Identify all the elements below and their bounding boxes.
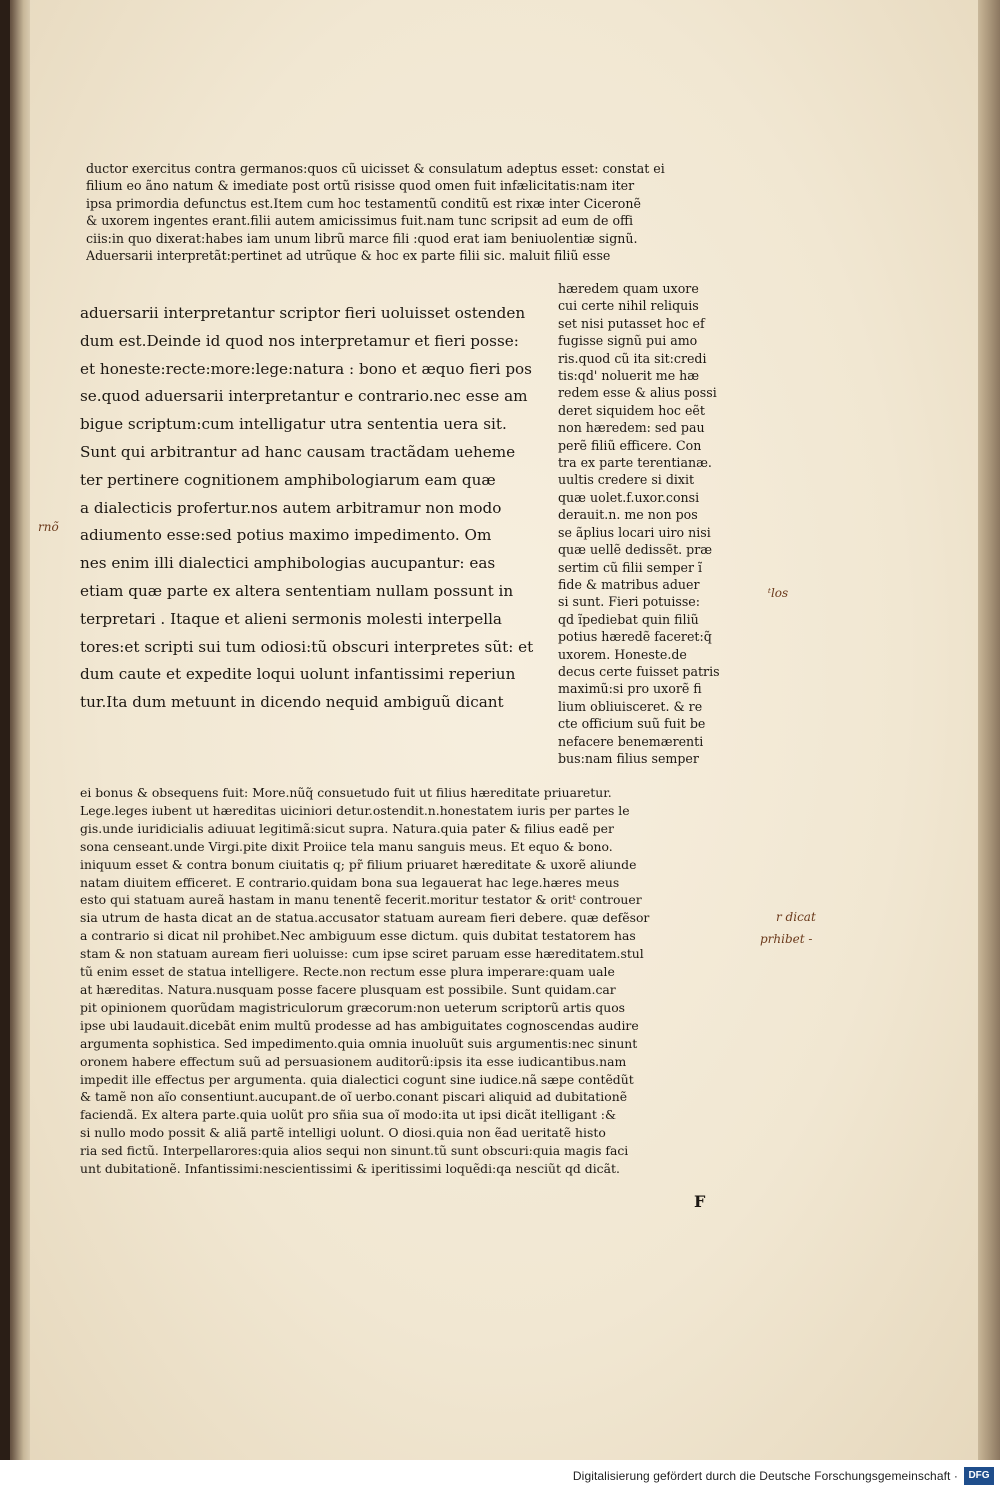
text-line: redem esse & alius possi (558, 385, 717, 401)
text-line: ciis:in quo dixerat:habes iam unum librũ marce fili :quod erat iam beniuolentiæ signũ. (86, 230, 638, 246)
text-line: maximũ:si pro uxorẽ fi (558, 681, 702, 697)
text-line: tur.Ita dum metuunt in dicendo nequid ambiguũ dicant (80, 693, 504, 712)
text-line: tores:et scripti sui tum odiosi:tũ obscuri interpretes sũt: et (80, 637, 534, 656)
commentary-right-column (558, 280, 764, 767)
text-line: ductor exercitus contra germanos:quos cũ uicisset & consulatum adeptus esset: constat ei (86, 161, 665, 176)
text-line: tis:qd' noluerit me hæ (558, 368, 700, 384)
text-line: natam diuitem efficeret. E contrario.quidam bona sua legauerat hac lege.hæres meus (80, 874, 620, 890)
text-line: hæredem quam uxore (558, 281, 699, 296)
text-line: a contrario si dicat nil prohibet.Nec ambiguum esse dictum. quis dubitat testatorem has (80, 928, 636, 944)
text-line: adiumento esse:sed potius maximo impedimento. Om (80, 526, 492, 545)
text-line: nefacere benemærenti (558, 733, 704, 749)
signature-mark: F (694, 1192, 706, 1211)
text-line: et honeste:recte:more:lege:natura : bono et æquo fieri pos (80, 359, 532, 378)
text-line: sia utrum de hasta dicat an de statua.accusator statuam auream fieri debere. quæ defẽsor (80, 910, 650, 926)
footer-credit: Digitalisierung gefördert durch die Deutsche Forschungsgemeinschaft · (572, 1469, 958, 1483)
text-line: bigue scriptum:cum intelligatur utra sententia uera sit. (80, 415, 507, 434)
text-line: terpretari . Itaque et alieni sermonis molesti interpella (80, 609, 502, 628)
text-line: perẽ filiũ efficere. Con (558, 437, 702, 453)
text-line: lium obliuisceret. & re (558, 698, 703, 714)
text-line: quæ uolet.f.uxor.consi (558, 489, 700, 505)
main-text-column (80, 300, 548, 717)
text-line: impedit ille effectus per argumenta. quia dialectici cogunt sine iudice.nã sæpe contẽdũt (80, 1071, 634, 1087)
text-line: filium eo ãno natum & imediate post ortũ risisse quod omen fuit infælicitatis:nam iter (86, 178, 635, 194)
text-line: cte officium suũ fuit be (558, 716, 706, 732)
marginal-note-los: ᵗlos (768, 586, 789, 600)
text-line: ipsa primordia defunctus est.Item cum hoc testamentũ conditũ est rixæ inter Ciceronẽ (86, 195, 641, 211)
text-line: uxorem. Honeste.de (558, 646, 687, 662)
text-line: se.quod aduersarii interpretantur e contrario.nec esse am (80, 387, 528, 406)
text-line: aduersarii interpretantur scriptor fieri uoluisset ostenden (80, 304, 526, 322)
text-line: ei bonus & obsequens fuit: More.nũq̃ consuetudo fuit ut filius hæreditate priuaretur. (80, 785, 612, 800)
text-line: & tamẽ non aĩo consentiunt.aucupant.de oĩ uerbo.conant piscari aliquid ad dubitationẽ (80, 1089, 628, 1105)
text-line: set nisi putasset hoc ef (558, 315, 705, 331)
text-line: non hæredem: sed pau (558, 420, 705, 436)
text-line: se ãplius locari uiro nisi (558, 524, 711, 540)
text-line: sertim cũ filii semper ĩ (558, 559, 703, 575)
text-line: oronem habere effectum suũ ad persuasionem auditorũ:ipsis ita esse iudicantibus.nam (80, 1053, 627, 1069)
commentary-bottom-block (80, 784, 760, 1178)
text-line: argumenta sophistica. Sed impedimento.quia omnia inuoluũt suis argumentis:nec sinunt (80, 1035, 638, 1051)
text-line: ipse ubi laudauit.dicebãt enim multũ prodesse ad has ambiguitates cognoscendas audire (80, 1017, 639, 1033)
text-line: cui certe nihil reliquis (558, 298, 699, 314)
text-line: & uxorem ingentes erant.filii autem amicissimus fuit.nam tunc scripsit ad eum de offi (86, 213, 634, 229)
text-line: gis.unde iuridicialis adiuuat legitimã:sicut supra. Natura.quia pater & filius eadẽ per (80, 820, 614, 836)
text-line: Sunt qui arbitrantur ad hanc causam tractãdam ueheme (80, 442, 516, 461)
text-line: dum est.Deinde id quod nos interpretamur et fieri posse: (80, 331, 519, 350)
text-line: Lege.leges iubent ut hæreditas uiciniori detur.ostendit.n.honestatem iuris per partes le (80, 802, 630, 818)
text-line: unt dubitationẽ. Infantissimi:nescientissimi & iperitissimi loquẽdi:qa nesciũt qd dicãt. (80, 1161, 620, 1177)
text-line: si nullo modo possit & aliã partẽ intelligi uolunt. O diosi.quia non ẽad ueritatẽ histo (80, 1125, 606, 1141)
text-line: at hæreditas. Natura.nusquam posse facere plusquam est possibile. Sunt quidam.car (80, 981, 616, 997)
text-line: tra ex parte terentianæ. (558, 455, 712, 471)
text-line: derauit.n. me non pos (558, 507, 698, 523)
text-line: fide & matribus aduer (558, 576, 700, 592)
text-line: decus certe fuisset patris (558, 663, 720, 679)
text-line: ter pertinere cognitionem amphibologiarum eam quæ (80, 470, 496, 489)
text-line: faciendã. Ex altera parte.quia uolũt pro sñia sua oĩ modo:ita ut ipsi dicãt itelligant :& (80, 1107, 616, 1123)
text-line: ris.quod cũ ita sit:credi (558, 350, 707, 366)
text-line: bus:nam filius semper (558, 750, 699, 766)
text-line: uultis credere si dixit (558, 472, 695, 488)
dfg-logo: DFG (964, 1467, 994, 1485)
text-line: stam & non statuam auream fieri uoluisse: cum ipse sciret paruam esse hæreditatem.stul (80, 946, 644, 962)
text-line: dum caute et expedite loqui uolunt infantissimi reperiun (80, 665, 516, 684)
text-line: qd ĩpediebat quin filiũ (558, 611, 699, 627)
text-line: tũ enim esset de statua intelligere. Recte.non rectum esse plura imperare:quam uale (80, 964, 615, 980)
binding-edge (0, 0, 10, 1460)
text-line: a dialecticis profertur.nos autem arbitramur non modo (80, 498, 502, 517)
text-line: Aduersarii interpretãt:pertinet ad utrũque & hoc ex parte filii sic. maluit filiũ esse (86, 248, 611, 264)
digitization-footer (0, 1460, 1000, 1494)
text-line: iniquum esset & contra bonum ciuitatis q; pr̃ filium priuaret hæreditate & uxorẽ aliunde (80, 856, 637, 872)
marginal-note-left: rnõ (38, 520, 59, 534)
text-line: ria sed fictũ. Interpellarores:quia alios sequi non sinunt.tũ sunt obscuri:quia magis faci (80, 1143, 629, 1159)
text-line: deret siquidem hoc eẽt (558, 402, 705, 418)
text-line: nes enim illi dialectici amphibologias aucupantur: eas (80, 554, 496, 573)
text-line: sona censeant.unde Virgi.pite dixit Proiice tela manu sanguis meus. Et equo & bono. (80, 838, 613, 854)
top-text-block (86, 160, 766, 264)
marginal-note-dicat: r dicat (776, 910, 816, 924)
text-line: si sunt. Fieri potuisse: (558, 594, 700, 610)
text-line: etiam quæ parte ex altera sententiam nullam possunt in (80, 581, 514, 600)
text-line: esto qui statuam aureã hastam in manu tenentẽ fecerit.moritur testator & oritᵗ controuer (80, 892, 642, 908)
text-line: quæ uellẽ dedissẽt. præ (558, 542, 713, 558)
marginal-note-prohibet: prhibet - (760, 932, 813, 946)
text-line: fugisse signũ pui amo (558, 333, 698, 349)
text-line: pit opinionem quorũdam magistriculorum græcorum:non ueterum scriptorũ artis quos (80, 999, 626, 1015)
text-line: potius hæredẽ faceret:q̃ (558, 629, 712, 645)
